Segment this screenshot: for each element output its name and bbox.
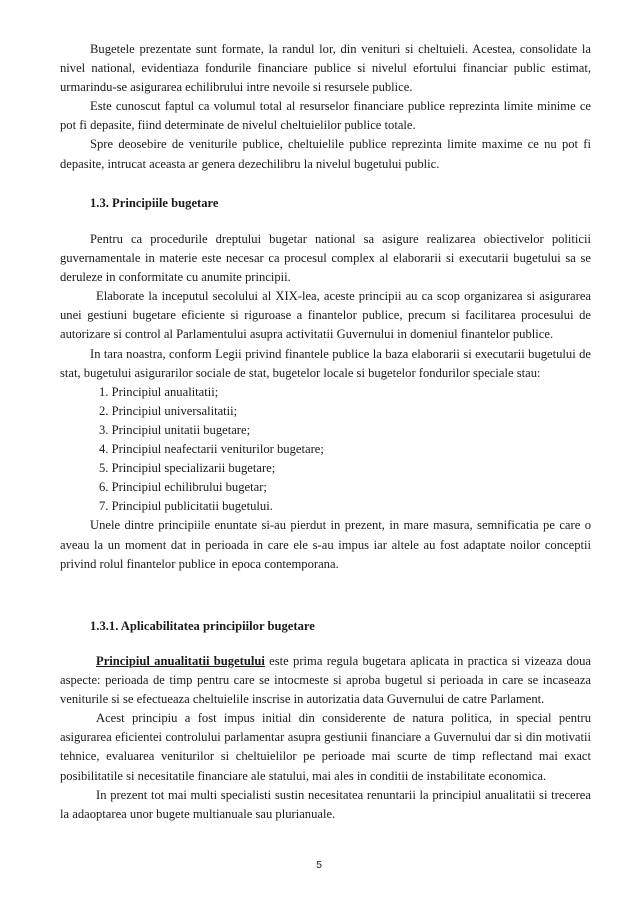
- list-item: 5. Principiul specializarii bugetare;: [99, 461, 276, 476]
- intro-paragraph-3: Spre deosebire de veniturile publice, cheltuielile publice reprezinta limite maxime ce nu pot fi depasite, intrucat aceasta ar genera dezechilibru la nivelul bugetului public.: [60, 137, 591, 171]
- page-number: 5: [316, 859, 322, 871]
- section-1-3-heading-block: [60, 194, 591, 213]
- list-item: 6. Principiul echilibrului bugetar;: [99, 480, 267, 495]
- principles-list: [60, 383, 591, 517]
- list-item: 7. Principiul publicitatii bugetului.: [99, 499, 273, 514]
- section-1-3-paragraph-1: Pentru ca procedurile dreptului bugetar national sa asigure realizarea obiectivelor politicii guvernamentale in materie este necesar ca procesul complex al elaborarii si executarii bugetului sa se deruleze in conformitate cu anumite principii.: [60, 232, 591, 285]
- intro-paragraph-1: Bugetele prezentate sunt formate, la randul lor, din venituri si cheltuieli. Acestea, consolidate la nivel national, evidentiaza fondurile financiare publice si nivelul efortului financiar public estimat, urmarindu-se asigurarea echilibrului intre nevoile si resursele publice.: [60, 42, 591, 95]
- section-1-3-paragraph-3: In tara noastra, conform Legii privind finantele publice la baza elaborarii si executarii bugetului de stat, bugetului asigurarilor sociale de stat, bugetelor locale si bugetelor fondurilor speciale stau:: [60, 346, 591, 380]
- section-1-3-1-paragraph-2: Acest principiu a fost impus initial din considerente de natura politica, in special pentru asigurarea eficientei controlului parlamentar asupra gestiunii financiare a Guvernului dar si din motivatii tehnice, evaluarea veniturilor si cheltuielilor pe perioade mai scurte de timp reflectand mai exact posibilitatile si necesitatile financiare ale statului, mai ales in conditii de instabilitate economica.: [60, 711, 591, 783]
- list-item: 2. Principiul universalitatii;: [99, 403, 238, 418]
- section-1-3-body: [60, 230, 591, 574]
- section-1-3-1-body: [60, 652, 591, 824]
- list-item: 3. Principiul unitatii bugetare;: [99, 422, 251, 437]
- list-item: 4. Principiul neafectarii veniturilor bugetare;: [99, 442, 324, 457]
- list-item: 1. Principiul anualitatii;: [99, 384, 219, 399]
- section-1-3-1-paragraph-1: [60, 652, 591, 709]
- section-1-3-paragraph-2: Elaborate la inceputul secolului al XIX-lea, aceste principii au ca scop organizarea si asigurarea unei gestiuni bugetare eficiente si riguroase a finantelor publice, precum si facilitarea procesului de autorizare si control al Parlamentului asupra activitatii Guvernului in domeniul finantelor publice.: [60, 289, 591, 342]
- section-1-3-1-heading: 1.3.1. Aplicabilitatea principiilor bugetare: [90, 619, 315, 633]
- principle-term: Principiul anualitatii bugetului: [96, 654, 265, 668]
- section-1-3-heading: 1.3. Principiile bugetare: [90, 196, 219, 210]
- intro-block: [60, 40, 591, 174]
- principle-description: este prima regula bugetara aplicata in practica si vizeaza doua aspecte: perioada de timp pentru care se intocmeste si aproba bugetul si perioada in care se incaseaza veniturile si se efectueaza cheltuielile inscrise in autorizatia data Guvernului de catre Parlament.: [60, 654, 591, 707]
- section-1-3-1-heading-block: [60, 617, 591, 636]
- intro-paragraph-2: Este cunoscut faptul ca volumul total al resurselor financiare publice reprezinta limite minime ce pot fi depasite, fiind determinate de nivelul cheltuielilor publice totale.: [60, 99, 591, 133]
- section-1-3-paragraph-4: Unele dintre principiile enuntate si-au pierdut in prezent, in mare masura, semnificatia pe care o aveau la un moment dat in perioada in care ele s-au impus iar altele au fost adaptate noilor conceptii privind rolul finantelor publice in epoca contemporana.: [60, 518, 591, 571]
- section-1-3-1-paragraph-3: In prezent tot mai multi specialisti sustin necesitatea renuntarii la principiul anualitatii si trecerea la adaoptarea unor bugete multianuale sau plurianuale.: [60, 787, 591, 821]
